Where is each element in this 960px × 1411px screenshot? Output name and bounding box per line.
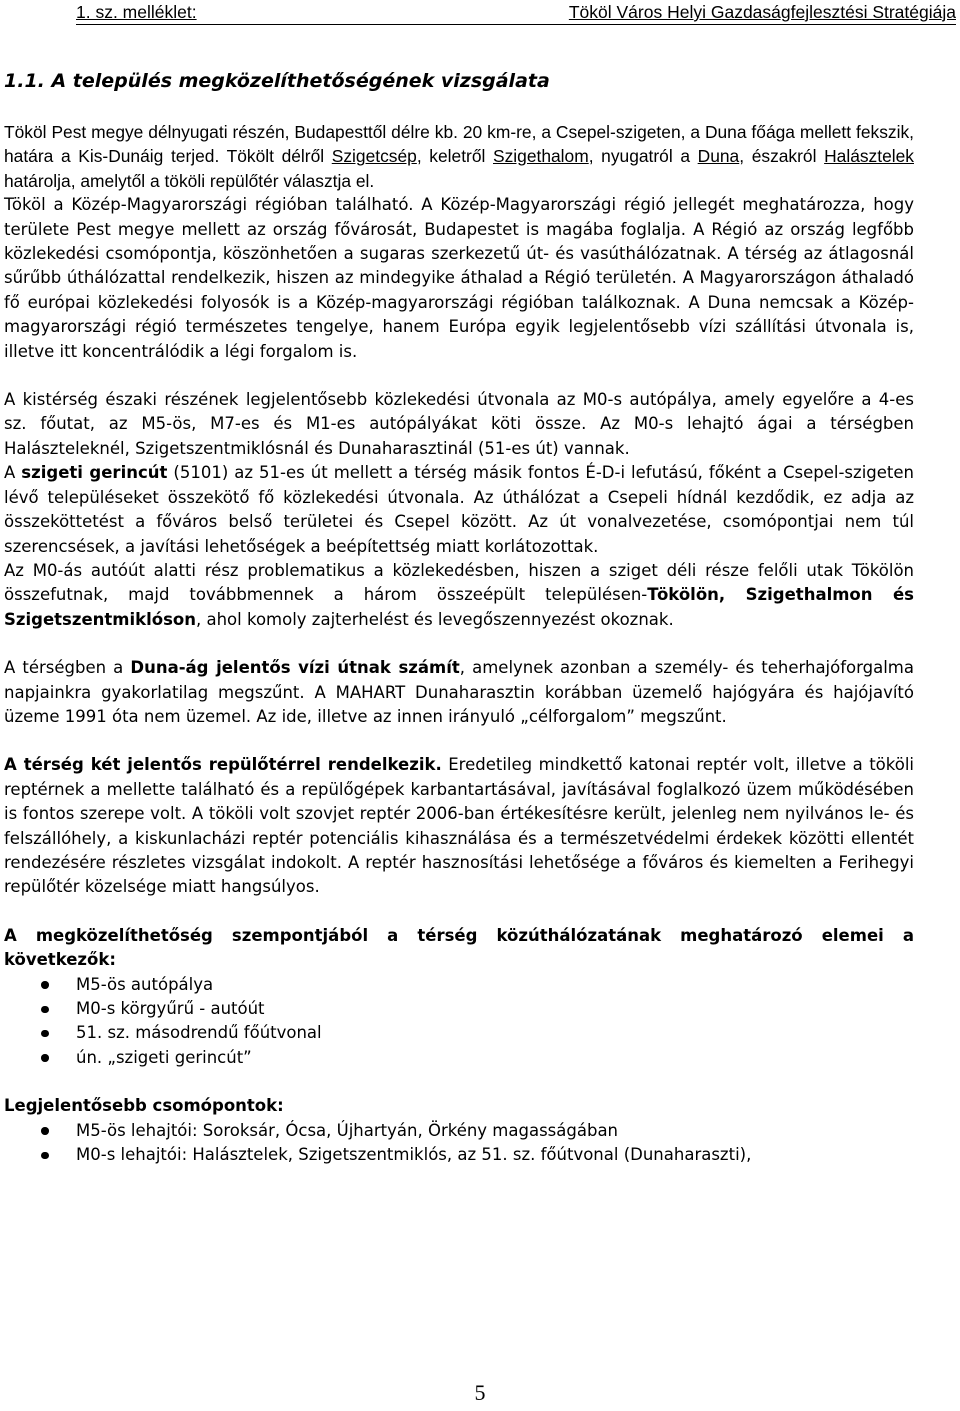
list-item: M0-s körgyűrű - autóút [4, 997, 914, 1021]
junctions-list [4, 1119, 914, 1168]
paragraph-location [4, 120, 914, 193]
header-rule [76, 24, 956, 25]
link-duna[interactable]: Duna [697, 146, 740, 167]
spacer [4, 1070, 914, 1094]
header-document-title: Tököl Város Helyi Gazdaságfejlesztési Stratégiája [568, 2, 956, 22]
text-run: Eredetileg mindkettő katonai reptér volt, illetve a tököli reptérnek a mellette található és a repülőgépek karbantartásával, javításával foglalkozó üzem működésében is fontos szerepe volt. A tököli volt szovjet reptér 2006-ban értékesítésre került, jelenleg nem nyilvános le- és felszállóhely, a kiskunlacházi reptér potenciális kihasználása és a természetvédelmi érdekek közötti ellentét rendezésére részletes vizsgálat indokolt. A reptér hasznosítási lehetősége a főváros és kiemelten a Ferihegyi repülőtér közelsége miatt hangsúlyos. [4, 755, 915, 897]
paragraph-island-spine-road [4, 461, 914, 559]
list-item: 51. sz. másodrendű főútvonal [4, 1021, 914, 1045]
text-run: , keletről [416, 146, 493, 167]
page-number: 5 [474, 1380, 486, 1405]
paragraph-waterway [4, 656, 914, 729]
text-run: , északról [739, 146, 825, 167]
bold-text: A térség két jelentős repülőtérrel rendelkezik. [4, 755, 442, 775]
road-elements-list [4, 973, 914, 1071]
text-run: (5101) az 51-es út mellett a térség másik fontos É-D-i lefutású, főként a Csepel-szigeten lévő településeket összekötő fő közlekedési útvonala. Az úthálózat a Csepeli hídnál kezdődik, ez adja az összeköttetést a főváros belső területei és Csepel között. Az út vonalvezetése, csomópontjai nem túl szerencsések, a javítási lehetőségek a beépítettség miatt korlátozottak. [4, 463, 914, 556]
paragraph-m0-motorway: A kistérség északi részének legjelentősebb közlekedési útvonala az M0-s autópálya, amely egyelőre a 4-es sz. főutat, az M5-ös, M7-es és M1-es autópályákat köti össze. Az M0-s lehajtó ágai a térségben Halászteleknél, Szigetszentmiklósnál és Dunaharasztinál (51-es út) vannak. [4, 390, 914, 458]
text-run: A térségben a [4, 658, 131, 678]
link-szigetcsep[interactable]: Szigetcsép [331, 146, 417, 167]
link-szigethalom[interactable]: Szigethalom [493, 146, 589, 167]
list-heading-junctions: Legjelentősebb csomópontok: [4, 1096, 284, 1116]
list-item: M5-ös lehajtói: Soroksár, Ócsa, Újhartyán, Örkény magasságában [4, 1119, 914, 1143]
link-halasztelek[interactable]: Halásztelek [824, 146, 914, 167]
list-item: M5-ös autópálya [4, 973, 914, 997]
list-item: ún. „szigeti gerincút” [4, 1046, 914, 1070]
text-run: határolja, amelytől a tököli repülőtér választja el. [4, 170, 375, 191]
bold-text: szigeti gerincút [21, 463, 168, 483]
section-title: 1.1. A település megközelíthetőségének vizsgálata [4, 70, 550, 92]
text-run: , ahol komoly zajterhelést és levegőszennyezést okoznak. [196, 609, 674, 629]
text-run: Tököl Pest megye délnyugati részén, Budapesttől délre kb. 20 km-re, a Csepel-szigeten, a Duna főága mellett fekszik, határa a Kis-Dunáig terjed. Tökölt délről [4, 122, 914, 167]
spacer [4, 900, 914, 924]
text-run: Az M0-ás autóút alatti rész problematikus a közlekedésben, hiszen a sziget déli része felőli utak Tökölön összefutnak, majd továbbmennek a három összeépült településen- [4, 560, 914, 605]
document-body [4, 120, 914, 1167]
paragraph-region: Tököl a Közép-Magyarországi régióban található. A Közép-Magyarországi régió jellegét meghatározza, hogy területe Pest megye mellett az ország fővárosát, Budapestet is magába foglalja. A Régió az ország legfőbb közlekedési csomópontja, köszönhetően a sugaras szerkezetű út- és vasúthálózatnak. A térség az átlagosnál sűrűbb úthálózattal rendelkezik, hiszen az mindegyike áthalad a Régió területén. A Magyarországon áthaladó fő európai közlekedési folyosók is a Közép-magyarországi régióban találkoznak. A Duna nemcsak a Közép-magyarországi régió természetes tengelye, hanem Európa egyik legjelentősebb vízi szállítási útvonala is, illetve itt koncentrálódik a légi forgalom is. [4, 195, 914, 361]
paragraph-airports [4, 753, 914, 899]
paragraph-traffic-problems [4, 559, 914, 632]
text-run: A [4, 463, 22, 483]
header-annex-label: 1. sz. melléklet: [76, 2, 197, 22]
list-item: M0-s lehajtói: Halásztelek, Szigetszentmiklós, az 51. sz. főútvonal (Dunaharaszti), [4, 1143, 914, 1167]
bold-text: Duna-ág jelentős vízi útnak számít [130, 658, 460, 678]
spacer [4, 729, 914, 753]
text-run: , amelynek azonban a személy- és teherhajóforgalma napjainkra gyakorlatilag megszűnt. A MAHART Dunaharasztin korábban üzemelő hajógyára és hajójavító üzeme 1991 óta nem üzemel. Az ide, illetve az innen irányuló „célforgalom” megszűnt. [4, 658, 914, 726]
text-run: , nyugatról a [588, 146, 698, 167]
page-header [0, 0, 960, 28]
spacer [4, 364, 914, 388]
list-heading-road-elements: A megközelíthetőség szempontjából a térség közúthálózatának meghatározó elemei a következők: [4, 925, 914, 970]
spacer [4, 632, 914, 656]
bold-text: Tökölön, Szigethalmon és Szigetszentmiklóson [4, 585, 914, 629]
